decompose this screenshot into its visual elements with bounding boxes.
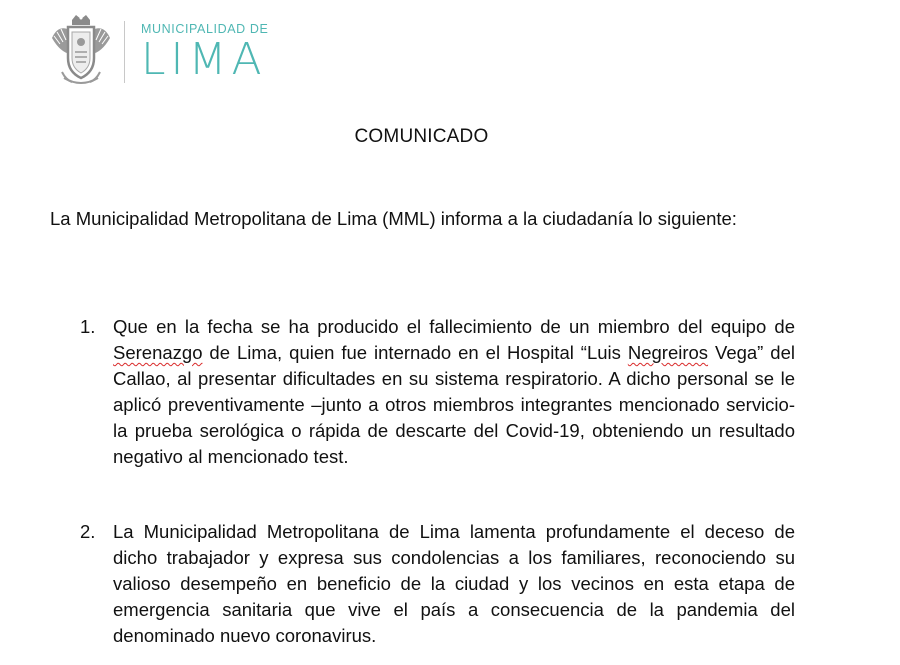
logo-wordmark — [141, 22, 269, 85]
list-item-text-part: Vega” del Callao, al presentar dificultades en su sistema respiratorio. A dicho personal se le aplicó preventivamente –junto a otros miembros integrantes mencionado servicio- la prueba serológica o rápida de descarte del Covid-19, obteniendo un resultado negativo al mencionado test. — [113, 342, 795, 467]
page-title: COMUNICADO — [354, 126, 489, 147]
lima-coat-of-arms-icon — [48, 14, 114, 90]
header-logo — [48, 14, 268, 90]
logo-divider — [124, 21, 125, 83]
spellcheck-word[interactable]: Serenazgo — [113, 342, 203, 363]
intro-paragraph: La Municipalidad Metropolitana de Lima (MML) informa a la ciudadanía lo siguiente: — [50, 208, 737, 229]
list-item-text — [113, 314, 795, 470]
list-item-number: 2. — [80, 521, 96, 542]
list-item-text-part: de Lima, quien fue internado en el Hospital “Luis — [202, 342, 628, 363]
spellcheck-word[interactable]: Negreiros — [627, 342, 709, 363]
list-item-text: La Municipalidad Metropolitana de Lima lamenta profundamente el deceso de dicho trabajador y expresa sus condolencias a los familiares, reconociendo su valioso desempeño en beneficio de la ciudad y los vecinos en esta etapa de emergencia sanitaria que vive el país a consecuencia de la pandemia del denominado nuevo coronavirus. — [113, 521, 795, 646]
list-item-text-part: Que en la fecha se ha producido el fallecimiento de un miembro del equipo de — [113, 316, 795, 337]
list-item — [80, 314, 795, 470]
logo-subtitle: MUNICIPALIDAD DE — [141, 22, 269, 36]
list-item-number: 1. — [80, 316, 96, 337]
list-item — [80, 519, 795, 649]
logo-title: LIMA — [141, 34, 267, 85]
